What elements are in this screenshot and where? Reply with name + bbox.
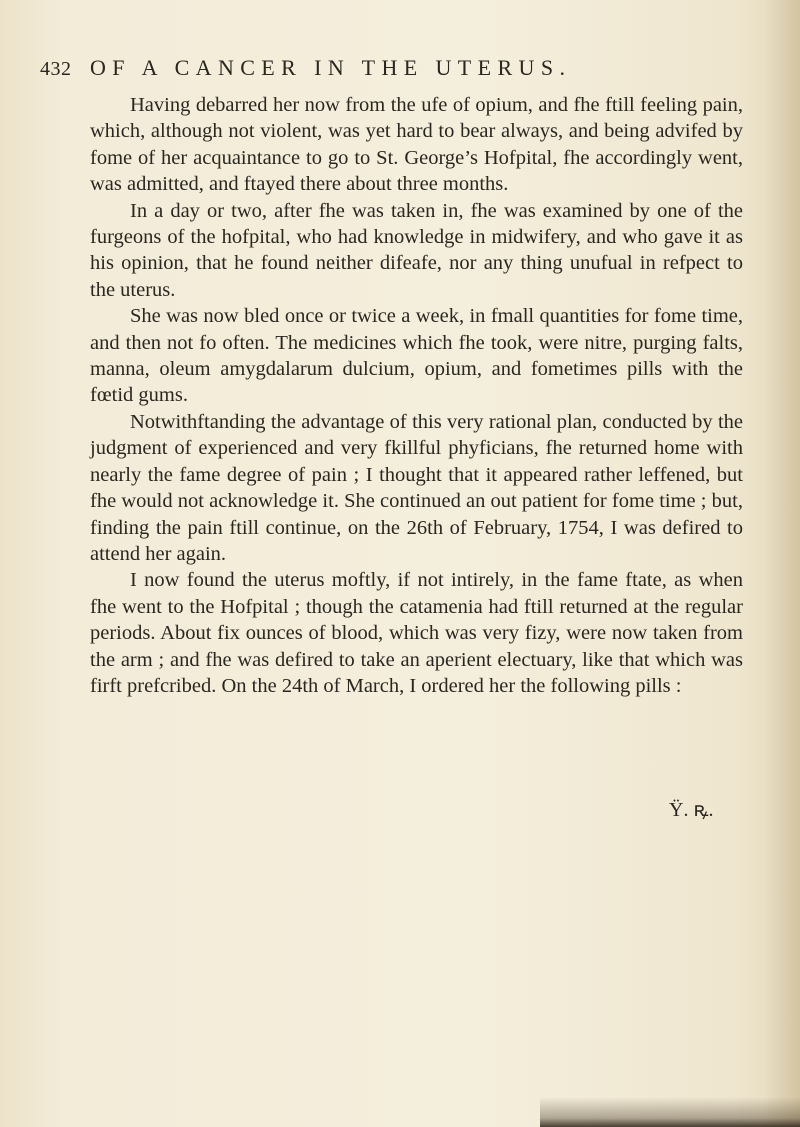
page-number: 432 [40, 58, 72, 80]
paragraph-5: I now found the uterus moftly, if not intirely, in the fame ftate, as when fhe went to the Hofpital ; though the catamenia had ftill returned at the regular periods. About fix ounces of blood, which was very fizy, were now taken from the arm ; and fhe was defired to take an aperient electuary, like that which was firft prefcribed. On the 24th of March, I ordered her the following pills : [90, 569, 743, 697]
paragraph-3: She was now bled once or twice a week, in fmall quantities for fome time, and then not fo often. The medicines which fhe took, were nitre, purging falts, manna, oleum amygdalarum dulcium, opium, and fometimes pills with the fœtid gums. [90, 305, 743, 407]
paragraph-1: Having debarred her now from the ufe of opium, and fhe ftill feeling pain, which, although not violent, was yet hard to bear always, and being advifed by fome of her acquaintance to go to St. George’s Hofpital, fhe accordingly went, was admitted, and ftayed there about three months. [90, 94, 743, 196]
page-edge-shading [764, 0, 800, 1127]
catchword-signature: Ϋ. ꝶ. [669, 799, 714, 821]
page-stain [540, 1097, 800, 1127]
body-text [90, 92, 743, 699]
running-head: OF A CANCER IN THE UTERUS. [90, 55, 572, 80]
paragraph-4: Notwithftanding the advantage of this very rational plan, conducted by the judgment of experienced and very fkillful phyficians, fhe returned home with nearly the fame degree of pain ; I thought that it appeared rather leffened, but fhe would not acknowledge it. She continued an out patient for fome time ; but, finding the pain ftill continue, on the 26th of February, 1754, I was defired to attend her again. [90, 410, 743, 565]
paragraph-2: In a day or two, after fhe was taken in, fhe was examined by one of the furgeons of the hofpital, who had knowledge in midwifery, and who gave it as his opinion, that he found neither difeafe, nor any thing unufual in refpect to the uterus. [90, 199, 743, 301]
